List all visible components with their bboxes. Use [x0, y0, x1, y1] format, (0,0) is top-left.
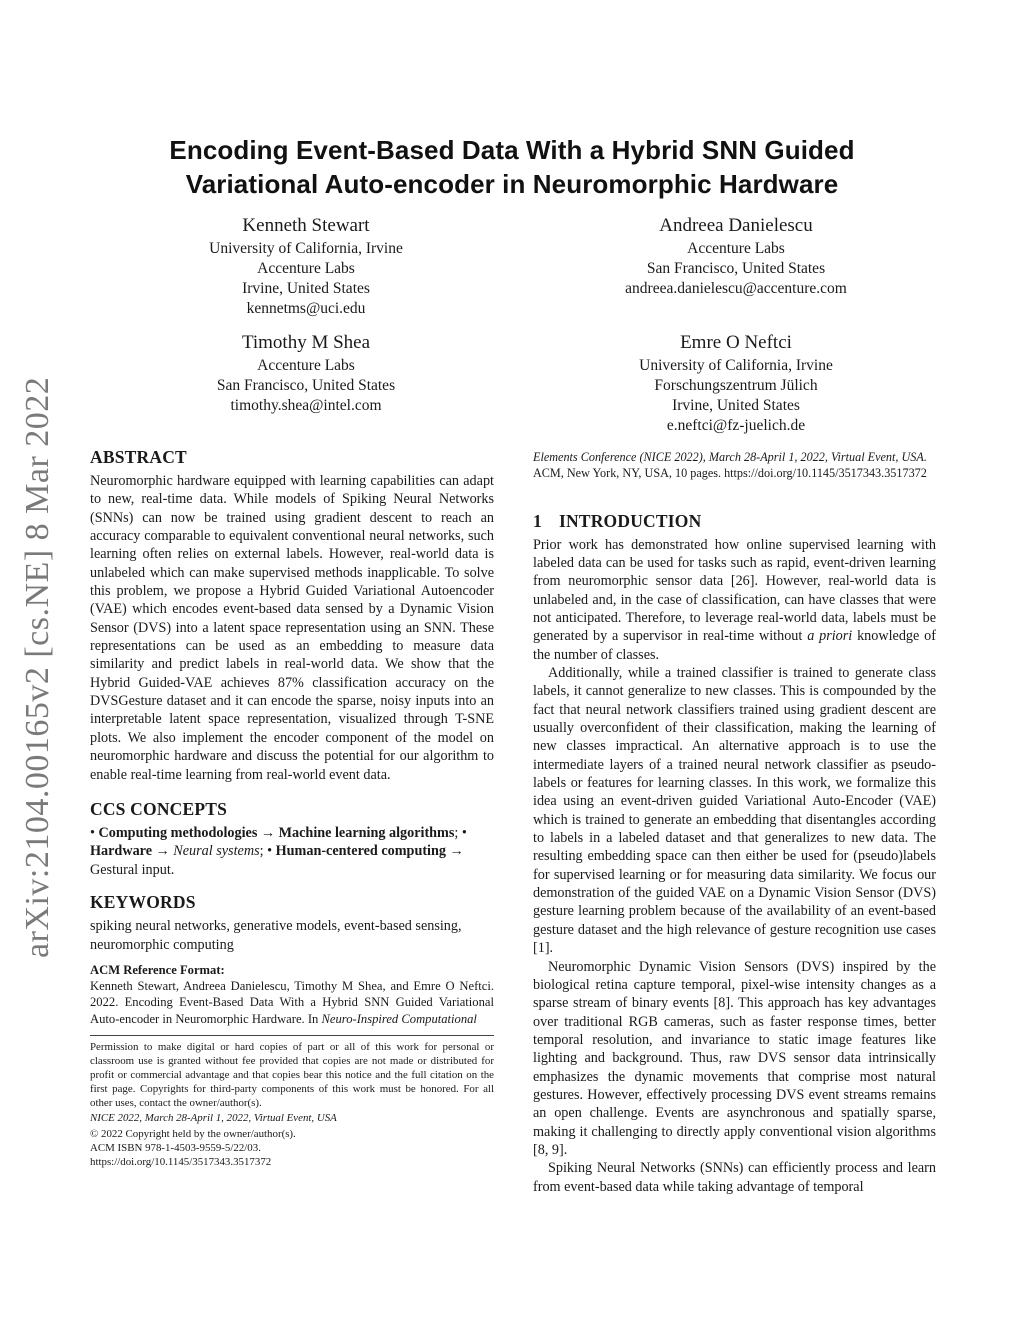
author-affiliation: Accenture Labs — [687, 240, 785, 257]
author-name: Timothy M Shea — [241, 332, 371, 353]
reference-venue-continued: Elements Conference (NICE 2022), March 28-April 1, 2022, Virtual Event, USA. — [533, 450, 927, 464]
author-location: San Francisco, United States — [216, 377, 396, 394]
bullet: • — [90, 824, 95, 841]
author-email: timothy.shea@intel.com — [230, 397, 382, 414]
abstract-text: Neuromorphic hardware equipped with learning capabilities can adapt to new, real-time data. While models of Spiking Neural Networks (SNNs) can now be trained using gradient descent to reach an accuracy comparable to equivalent conventional neural networks, such learning often relies on external labels. However, real-world data is unlabeled which can make supervised methods inapplicable. To solve this problem, we propose a Hybrid Guided Variational Autoencoder (VAE) which encodes event-based data sensed by a Dynamic Vision Sensor (DVS) into a latent space representation using an SNN. These representations can be used as an embedding to measure data similarity and predict labels in real-world data. We show that the Hybrid Guided-VAE achieves 87% classification accuracy on the DVSGesture dataset and it can encode the sparse, noisy inputs into an interpretable latent space representation, visualized through T-SNE plots. We also implement the encoder component of the model on neuromorphic hardware and discuss the potential for our algorithm to enable real-time learning from real-world event data. — [90, 473, 494, 783]
author-block — [186, 214, 426, 319]
title-line-2: Variational Auto-encoder in Neuromorphic Hardware — [185, 169, 839, 199]
paper-title — [100, 133, 924, 201]
author-name: Emre O Neftci — [680, 332, 792, 353]
footnote — [90, 1041, 494, 1170]
acm-reference-continued — [533, 449, 936, 482]
paragraph-text: Prior work has demonstrated how online supervised learning with labeled data can be used for tasks such as rapid, event-driven learning from neuromorphic sensor data [26]. However, real-world data is unlabeled and, in the case of classification, can have classes that were not anticipated. Therefore, to leverage real-world data, labels must be generated by a supervisor in real-time without — [533, 536, 936, 645]
author-affiliation: Accenture Labs — [257, 357, 355, 374]
acm-reference-text — [90, 978, 494, 1027]
permission-notice: Permission to make digital or hard copies of part or all of this work for personal or classroom use is granted without fee provided that copies are not made or distributed for profit or commercial advantage and that copies bear this notice and the full citation on the first page. Copyrights for third-party components of this work must be honored. For all other uses, contact the owner/author(s). — [90, 1040, 494, 1109]
abstract-heading: ABSTRACT — [90, 447, 187, 467]
ccs-concepts: • Computing methodologies → Machine learning algorithms; • Hardware → Neural systems; • Human-centered computing → Gestural input. — [90, 824, 467, 878]
ccs-heading: CCS CONCEPTS — [90, 798, 228, 819]
doi-link[interactable]: https://doi.org/10.1145/3517343.3517372 — [90, 1156, 272, 1169]
author-location: Irvine, United States — [242, 280, 370, 297]
reference-citation: Kenneth Stewart, Andreea Danielescu, Timothy M Shea, and Emre O Neftci. 2022. Encoding Event-Based Data With a Hybrid SNN Guided Variational Auto-encoder in Neuromorphic Hardware. In — [90, 979, 494, 1026]
author-location: San Francisco, United States — [646, 260, 826, 277]
arxiv-identifier-stamp: arXiv:2104.00165v2 [cs.NE] 8 Mar 2022 — [19, 376, 56, 958]
right-column — [533, 449, 936, 1196]
author-block — [586, 214, 886, 299]
reference-publisher: ACM, New York, NY, USA, 10 pages. https://doi.org/10.1145/3517343.3517372 — [533, 466, 927, 481]
author-block — [186, 331, 426, 416]
author-email: andreea.danielescu@accenture.com — [625, 280, 847, 297]
ccs-category: Hardware — [90, 843, 152, 860]
author-name: Kenneth Stewart — [242, 215, 370, 236]
bullet: • — [267, 843, 273, 860]
ccs-subcategory: Machine learning algorithms — [278, 824, 455, 841]
intro-paragraph-3: Neuromorphic Dynamic Vision Sensors (DVS) inspired by the biological retina capture temporal, pixel-wise intensity changes as a sparse stream of binary events [8]. This approach has key advantages over traditional RGB cameras, such as faster response times, better temporal resolution, and invariance to static image features like lighting and background. Thus, raw DVS sensor data intrinsically emphasizes the dynamic movements that comprise most natural gestures. However, effectively processing DVS event streams remains an open challenge. Events are asynchronous and spatially sparse, making it challenging to directly apply conventional vision algorithms [8, 9]. — [533, 958, 936, 1158]
author-affiliation: University of California, Irvine — [639, 357, 833, 374]
author-affiliation: Accenture Labs — [257, 260, 355, 277]
ccs-category: Computing methodologies — [98, 824, 258, 841]
arrow-icon: → — [260, 824, 276, 841]
keywords-text: spiking neural networks, generative models, event-based sensing, neuromorphic computing — [90, 918, 462, 953]
author-location: Irvine, United States — [672, 397, 800, 414]
emphasis-text: a priori — [807, 628, 853, 645]
intro-paragraph-4: Spiking Neural Networks (SNNs) can efficiently process and learn from event-based data while taking advantage of temporal — [533, 1160, 936, 1195]
intro-paragraph-2: Additionally, while a trained classifier is trained to generate class labels, it cannot generalize to new classes. This is compounded by the fact that neural network classifiers trained using gradient descent are usually overconfident of their classification, making the learning of new classes impractical. An alternative approach is to use the intermediate layers of a trained neural network classifier as pseudo-labels or features for learning classes. In this work, we formalize this idea using an event-driven guided Variational Auto-Encoder (VAE) which is trained to generate an embedding that disentangles according to labels in a labeled dataset and that generalizes to new data. The resulting embedding space can then either be used for (pseudo)labels for supervised learning or for measuring data similarity. We focus our demonstration of the guided VAE on a Dynamic Vision Sensor (DVS) gesture learning problem because of the availability of an event-based gesture dataset and the high relevance of gesture recognition use cases [1]. — [533, 665, 936, 957]
author-affiliation: Forschungszentrum Jülich — [654, 377, 818, 394]
ccs-subcategory: Neural systems — [173, 843, 260, 860]
footnote-divider — [90, 1035, 494, 1036]
title-line-1: Encoding Event-Based Data With a Hybrid SNN Guided — [169, 135, 855, 165]
ccs-category: Human-centered computing — [275, 843, 446, 860]
copyright-notice: © 2022 Copyright held by the owner/author(s). — [90, 1128, 296, 1141]
author-affiliation: University of California, Irvine — [209, 240, 403, 257]
arrow-icon: → — [449, 843, 464, 860]
reference-venue: Neuro-Inspired Computational — [321, 1011, 477, 1026]
author-name: Andreea Danielescu — [659, 215, 813, 236]
author-email: e.neftci@fz-juelich.de — [666, 417, 806, 434]
bullet: • — [461, 824, 467, 841]
left-column — [90, 446, 494, 1170]
section-number: 1 — [533, 510, 542, 531]
author-block — [586, 331, 886, 436]
acm-reference-heading: ACM Reference Format: — [90, 963, 225, 978]
keywords-heading: KEYWORDS — [90, 892, 196, 913]
author-email: kennetms@uci.edu — [246, 300, 366, 317]
conference-info: NICE 2022, March 28-April 1, 2022, Virtual Event, USA — [90, 1112, 337, 1125]
introduction-heading — [533, 510, 936, 532]
ccs-subcategory: Gestural input. — [90, 861, 175, 878]
isbn: ACM ISBN 978-1-4503-9559-5/22/03. — [90, 1142, 261, 1155]
arrow-icon: → — [155, 843, 170, 860]
paragraph-text: knowledge of the number of classes. — [533, 628, 936, 663]
intro-paragraph-1 — [533, 536, 936, 664]
section-title: INTRODUCTION — [559, 510, 702, 531]
